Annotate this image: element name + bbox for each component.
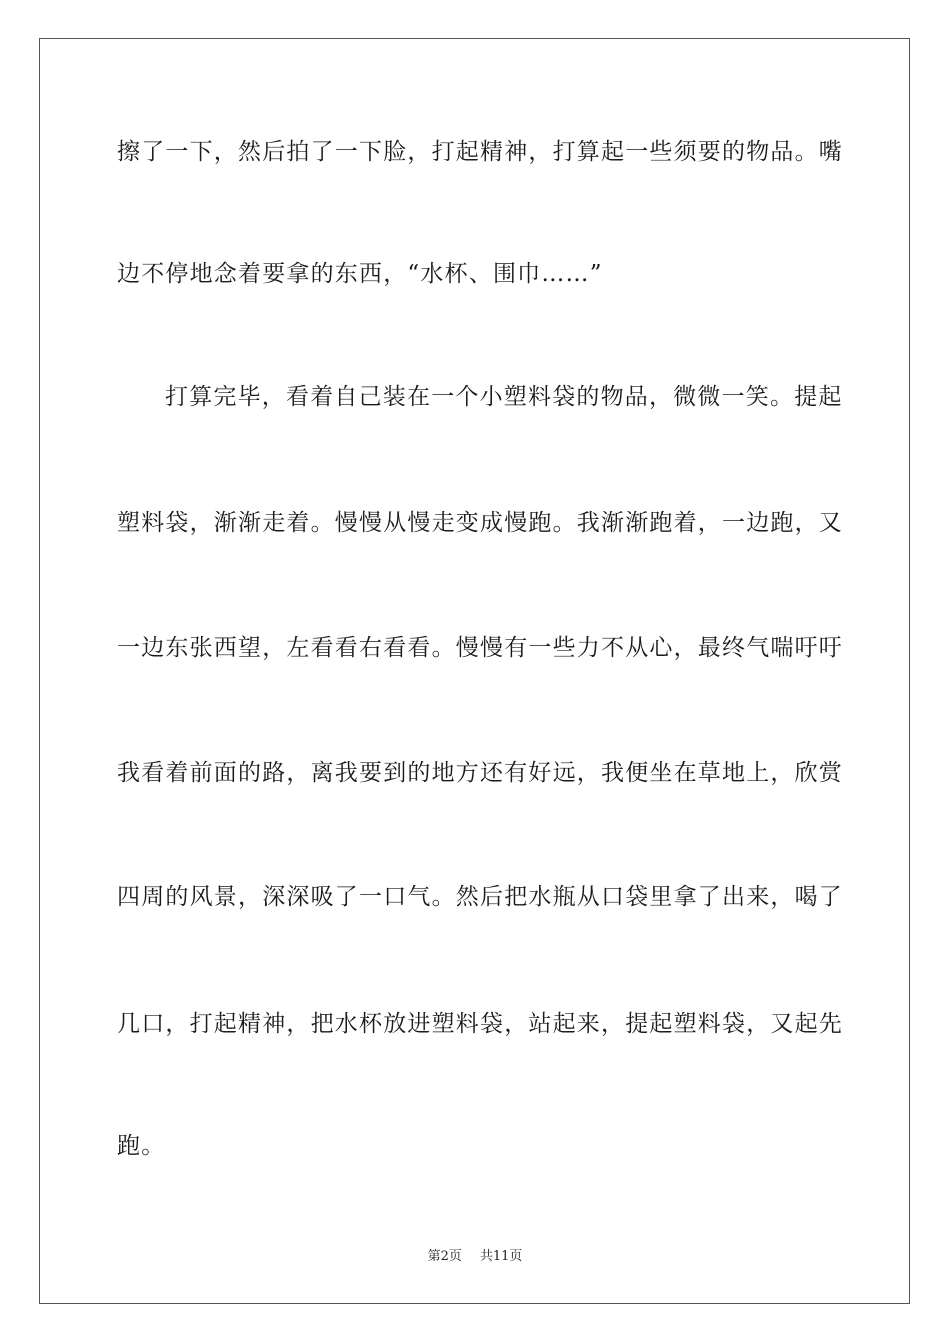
page-number-current: 第2页 <box>427 1249 462 1264</box>
page-frame <box>39 38 910 1304</box>
text-line-1: 擦了一下，然后拍了一下脸，打起精神，打算起一些须要的物品。嘴 <box>117 139 843 165</box>
text-line-4: 塑料袋，渐渐走着。慢慢从慢走变成慢跑。我渐渐跑着，一边跑，又 <box>117 510 843 536</box>
page-footer <box>0 1249 950 1265</box>
text-line-6: 我看着前面的路，离我要到的地方还有好远，我便坐在草地上，欣赏 <box>117 760 843 786</box>
text-line-2: 边不停地念着要拿的东西，“水杯、围巾……” <box>117 261 603 287</box>
page-number-total: 共11页 <box>479 1249 523 1264</box>
text-line-3: 打算完毕，看着自己装在一个小塑料袋的物品，微微一笑。提起 <box>165 384 843 410</box>
text-line-9: 跑。 <box>117 1133 166 1159</box>
text-line-7: 四周的风景，深深吸了一口气。然后把水瓶从口袋里拿了出来，喝了 <box>117 884 843 910</box>
text-line-5: 一边东张西望，左看看右看看。慢慢有一些力不从心，最终气喘吁吁 <box>117 635 843 661</box>
text-line-8: 几口，打起精神，把水杯放进塑料袋，站起来，提起塑料袋，又起先 <box>117 1011 843 1037</box>
